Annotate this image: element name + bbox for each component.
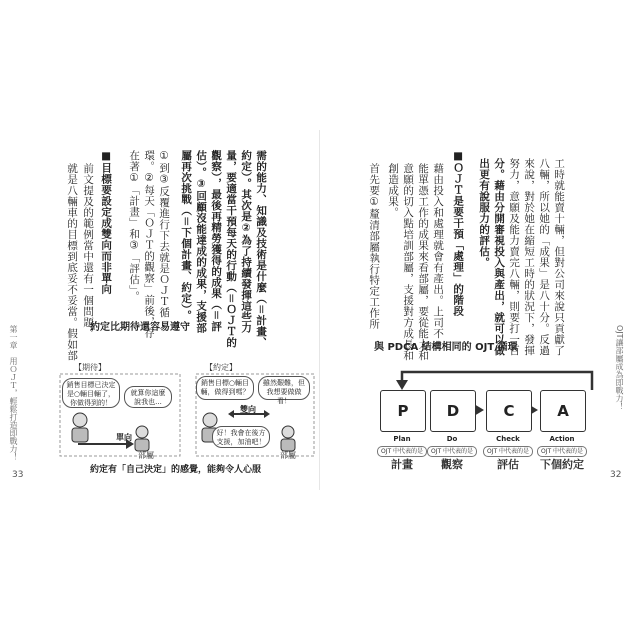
subordinate-label-right: 部屬 (280, 451, 296, 460)
right-body-column: 首先要①釐清部屬執行特定工作所 (368, 163, 381, 330)
left-body-column: 前文提及的範例當中還有一個問題， (82, 163, 95, 339)
expectation-label: 【期待】 (74, 363, 106, 372)
pdca-note-label: OJT 中代表的是 (537, 446, 587, 457)
right-body-column: 意願的切入點培訓部屬，支援對方成長和 (402, 163, 415, 361)
left-section-heading: ■目標要設定成雙向而非單向 (100, 150, 113, 295)
subordinate-label-left: 部屬 (138, 451, 154, 460)
left-body-column: 在著①「計畫」和③「評估」。 (128, 150, 141, 302)
right-body-column: 創造成果。 (387, 163, 400, 218)
right-body-column: 分。藉由分開審視投入與產出，就可以做 (493, 158, 506, 356)
speech-bubble-promise-boss-1: 銷售目標○輛目輛，做得到嗎？ (196, 376, 254, 400)
pdca-step-name: Check (496, 435, 520, 443)
promise-label: 【約定】 (205, 363, 237, 372)
pdca-ojt-equivalent: 計畫 (391, 458, 413, 472)
left-section-title: 約定比期待還容易遵守 (90, 322, 190, 333)
right-page-number: 32 (610, 470, 622, 480)
left-body-column: ①到③反覆進行下去就是ＯＪＴ循 (158, 150, 171, 318)
right-body-column: 八輛，所以她的「成果」是八十分。反過 (538, 158, 551, 356)
right-section-title: 與 PDCA 結構相同的 OJT 循環 (374, 342, 518, 353)
left-body-column: 觀察），最後再精勞獲得的成果（＝評 (210, 150, 223, 332)
pdca-step-note (377, 446, 427, 472)
pdca-box-plan: P (380, 390, 426, 432)
left-side-title: 第一章 用ＯＪＴ，輕鬆打造即戰力！ (9, 325, 18, 461)
right-body-column: 出更有說服力的評估。 (478, 158, 491, 268)
left-body-column: 屬再次挑戰（＝下個計畫、約定）。 (180, 150, 193, 321)
pdca-ojt-equivalent: 評估 (497, 458, 519, 472)
speech-bubble-promise-boss-2: 好！我會在後方支援，加油吧！ (212, 426, 270, 448)
pdca-note-label: OJT 中代表的是 (377, 446, 427, 457)
speech-bubble-promise-subordinate: 雖然艱難，但我想要做做看！ (258, 376, 310, 400)
illustration-caption: 約定有「自己決定」的感覺，能夠令人心服 (90, 465, 262, 475)
left-body-column: 需的能力、知識及技術是什麼（＝計畫、 (255, 150, 268, 348)
right-body-column: 能單憑工作的成果來看部屬，要從能力和 (417, 163, 430, 361)
right-side-title: OJT讓部屬成為即戰力！ (615, 325, 624, 411)
left-body-column: 量，要適當干預每天的行動（＝ＯＪＴ的 (225, 150, 238, 348)
one-way-label: 單向 (116, 433, 132, 442)
speech-bubble-expectation-boss: 銷售目標已決定是○輛目輛了，你做得到的！ (62, 378, 120, 408)
pdca-ojt-equivalent: 觀察 (441, 458, 463, 472)
right-section-heading: ■ＯＪＴ是要干預「處理」的階段 (452, 150, 465, 317)
pdca-step-name: Plan (393, 435, 411, 443)
two-way-label: 雙向 (240, 405, 256, 414)
pdca-note-label: OJT 中代表的是 (427, 446, 477, 457)
page-gutter (319, 130, 320, 490)
left-body-column: 估）。③回顧沒能達成的成果，支援部 (195, 150, 208, 334)
pdca-box-action: A (540, 390, 586, 432)
speech-bubble-expectation-subordinate: 就算你這麼說我也... (124, 386, 172, 408)
left-page-number: 33 (12, 470, 24, 480)
left-body-column: 就是八輛車的目標到底妥不妥當。假如部 (66, 163, 79, 361)
pdca-ojt-equivalent: 下個約定 (540, 458, 584, 472)
pdca-step-note (427, 446, 477, 472)
right-body-column: 工時就能賣十輛，但對公司來說只貢獻了 (553, 158, 566, 356)
pdca-box-do: D (430, 390, 476, 432)
pdca-step-note (483, 446, 533, 472)
right-body-column: 努力，意願及能力賣完八輛，則要打一百 (508, 158, 521, 356)
pdca-box-check: C (486, 390, 532, 432)
pdca-step-name: Do (446, 435, 458, 443)
left-body-column: 環。②每天「ＯＪＴ的觀察」前後，存 (143, 150, 156, 339)
left-body-column: 約定）。其次是②為了持續發揮這些力 (240, 150, 253, 334)
right-body-column: 來說，對於她在縮短工時的狀況下，發揮 (523, 158, 536, 356)
pdca-step-note (537, 446, 587, 472)
right-body-column: 藉由投入和處理就會有產出。上司不 (432, 163, 445, 339)
pdca-step-name: Action (549, 435, 575, 443)
pdca-note-label: OJT 中代表的是 (483, 446, 533, 457)
